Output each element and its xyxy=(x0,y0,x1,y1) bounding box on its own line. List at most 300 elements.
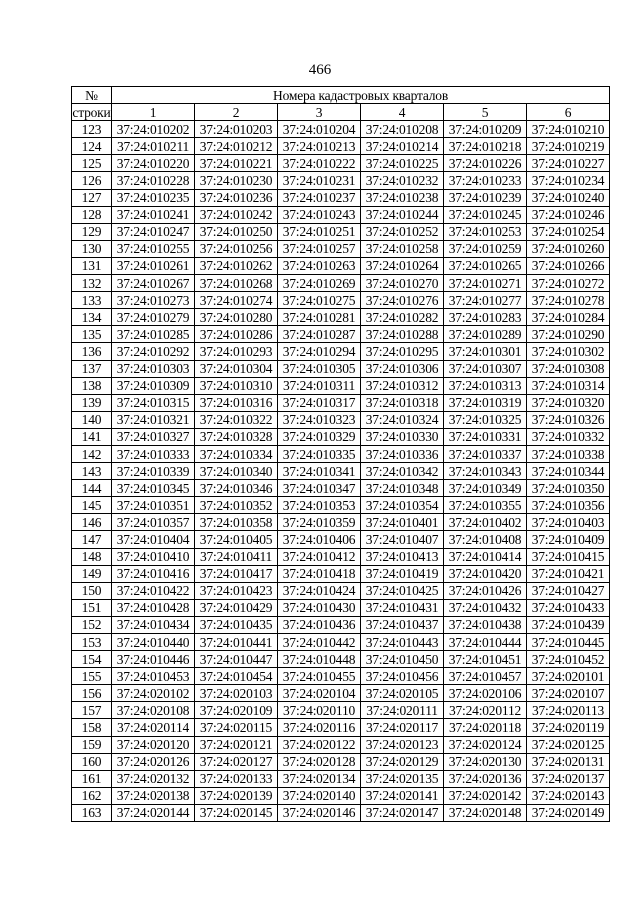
cadastral-number-cell: 37:24:010311 xyxy=(278,377,361,394)
row-number: 149 xyxy=(72,565,112,582)
row-number: 124 xyxy=(72,138,112,155)
cadastral-number-cell: 37:24:010357 xyxy=(112,514,195,531)
row-number: 137 xyxy=(72,360,112,377)
cadastral-number-cell: 37:24:010340 xyxy=(195,463,278,480)
cadastral-number-cell: 37:24:010316 xyxy=(195,394,278,411)
cadastral-number-cell: 37:24:010338 xyxy=(527,445,610,462)
cadastral-number-cell: 37:24:010304 xyxy=(195,360,278,377)
cadastral-number-cell: 37:24:020121 xyxy=(195,736,278,753)
cadastral-number-cell: 37:24:010417 xyxy=(195,565,278,582)
cadastral-number-cell: 37:24:010350 xyxy=(527,480,610,497)
cadastral-number-cell: 37:24:010358 xyxy=(195,514,278,531)
cadastral-number-cell: 37:24:020109 xyxy=(195,702,278,719)
row-number: 136 xyxy=(72,343,112,360)
cadastral-number-cell: 37:24:010454 xyxy=(195,668,278,685)
cadastral-number-cell: 37:24:020143 xyxy=(527,787,610,804)
cadastral-number-cell: 37:24:020138 xyxy=(112,787,195,804)
cadastral-number-cell: 37:24:010421 xyxy=(527,565,610,582)
cadastral-number-cell: 37:24:010431 xyxy=(361,599,444,616)
header-col-3: 3 xyxy=(278,104,361,121)
cadastral-number-cell: 37:24:010330 xyxy=(361,428,444,445)
row-number: 153 xyxy=(72,634,112,651)
table-row xyxy=(72,309,610,326)
cadastral-number-cell: 37:24:010349 xyxy=(444,480,527,497)
cadastral-number-cell: 37:24:020103 xyxy=(195,685,278,702)
cadastral-number-cell: 37:24:010285 xyxy=(112,326,195,343)
cadastral-number-cell: 37:24:010284 xyxy=(527,309,610,326)
table-row xyxy=(72,685,610,702)
cadastral-number-cell: 37:24:010306 xyxy=(361,360,444,377)
cadastral-number-cell: 37:24:010227 xyxy=(527,155,610,172)
table-row xyxy=(72,292,610,309)
table-row xyxy=(72,582,610,599)
cadastral-number-cell: 37:24:020136 xyxy=(444,770,527,787)
cadastral-number-cell: 37:24:010356 xyxy=(527,497,610,514)
row-number: 128 xyxy=(72,206,112,223)
cadastral-number-cell: 37:24:010255 xyxy=(112,240,195,257)
cadastral-number-cell: 37:24:010263 xyxy=(278,257,361,274)
cadastral-number-cell: 37:24:010352 xyxy=(195,497,278,514)
cadastral-number-cell: 37:24:010442 xyxy=(278,634,361,651)
cadastral-number-cell: 37:24:010288 xyxy=(361,326,444,343)
cadastral-number-cell: 37:24:010325 xyxy=(444,411,527,428)
cadastral-number-cell: 37:24:020117 xyxy=(361,719,444,736)
row-number: 138 xyxy=(72,377,112,394)
cadastral-number-cell: 37:24:010436 xyxy=(278,616,361,633)
cadastral-number-cell: 37:24:010409 xyxy=(527,531,610,548)
header-row-columns xyxy=(72,104,610,121)
cadastral-number-cell: 37:24:010451 xyxy=(444,651,527,668)
cadastral-number-cell: 37:24:010253 xyxy=(444,223,527,240)
table-row xyxy=(72,651,610,668)
cadastral-number-cell: 37:24:010245 xyxy=(444,206,527,223)
cadastral-number-cell: 37:24:010446 xyxy=(112,651,195,668)
cadastral-number-cell: 37:24:010259 xyxy=(444,240,527,257)
cadastral-number-cell: 37:24:020104 xyxy=(278,685,361,702)
cadastral-number-cell: 37:24:010225 xyxy=(361,155,444,172)
cadastral-number-cell: 37:24:010292 xyxy=(112,343,195,360)
table-row xyxy=(72,121,610,138)
cadastral-number-cell: 37:24:010318 xyxy=(361,394,444,411)
table-row xyxy=(72,514,610,531)
row-number: 130 xyxy=(72,240,112,257)
table-row xyxy=(72,394,610,411)
cadastral-number-cell: 37:24:020118 xyxy=(444,719,527,736)
table-row xyxy=(72,189,610,206)
cadastral-number-cell: 37:24:010401 xyxy=(361,514,444,531)
cadastral-number-cell: 37:24:010410 xyxy=(112,548,195,565)
row-number: 146 xyxy=(72,514,112,531)
table-row xyxy=(72,548,610,565)
cadastral-number-cell: 37:24:020107 xyxy=(527,685,610,702)
cadastral-number-cell: 37:24:010315 xyxy=(112,394,195,411)
cadastral-number-cell: 37:24:010247 xyxy=(112,223,195,240)
cadastral-number-cell: 37:24:010252 xyxy=(361,223,444,240)
cadastral-number-cell: 37:24:020129 xyxy=(361,753,444,770)
cadastral-number-cell: 37:24:010430 xyxy=(278,599,361,616)
cadastral-number-cell: 37:24:010277 xyxy=(444,292,527,309)
cadastral-number-cell: 37:24:010347 xyxy=(278,480,361,497)
cadastral-number-cell: 37:24:010418 xyxy=(278,565,361,582)
cadastral-number-cell: 37:24:020119 xyxy=(527,719,610,736)
cadastral-quarters-table xyxy=(71,86,610,822)
cadastral-number-cell: 37:24:010256 xyxy=(195,240,278,257)
cadastral-number-cell: 37:24:010213 xyxy=(278,138,361,155)
cadastral-number-cell: 37:24:010307 xyxy=(444,360,527,377)
cadastral-number-cell: 37:24:010440 xyxy=(112,634,195,651)
cadastral-number-cell: 37:24:010234 xyxy=(527,172,610,189)
cadastral-number-cell: 37:24:010444 xyxy=(444,634,527,651)
cadastral-number-cell: 37:24:010310 xyxy=(195,377,278,394)
cadastral-number-cell: 37:24:010270 xyxy=(361,275,444,292)
cadastral-number-cell: 37:24:010406 xyxy=(278,531,361,548)
cadastral-number-cell: 37:24:010246 xyxy=(527,206,610,223)
cadastral-number-cell: 37:24:010437 xyxy=(361,616,444,633)
cadastral-number-cell: 37:24:010328 xyxy=(195,428,278,445)
cadastral-number-cell: 37:24:020106 xyxy=(444,685,527,702)
cadastral-number-cell: 37:24:010453 xyxy=(112,668,195,685)
cadastral-number-cell: 37:24:010408 xyxy=(444,531,527,548)
header-no: № xyxy=(72,87,112,104)
cadastral-number-cell: 37:24:010203 xyxy=(195,121,278,138)
cadastral-number-cell: 37:24:020112 xyxy=(444,702,527,719)
cadastral-number-cell: 37:24:010335 xyxy=(278,445,361,462)
cadastral-number-cell: 37:24:010435 xyxy=(195,616,278,633)
cadastral-number-cell: 37:24:010405 xyxy=(195,531,278,548)
cadastral-number-cell: 37:24:020130 xyxy=(444,753,527,770)
cadastral-number-cell: 37:24:010241 xyxy=(112,206,195,223)
cadastral-number-cell: 37:24:010321 xyxy=(112,411,195,428)
cadastral-number-cell: 37:24:020139 xyxy=(195,787,278,804)
table-row xyxy=(72,565,610,582)
row-number: 162 xyxy=(72,787,112,804)
cadastral-number-cell: 37:24:020141 xyxy=(361,787,444,804)
table-row xyxy=(72,753,610,770)
cadastral-number-cell: 37:24:010420 xyxy=(444,565,527,582)
row-number: 147 xyxy=(72,531,112,548)
cadastral-number-cell: 37:24:020101 xyxy=(527,668,610,685)
cadastral-number-cell: 37:24:010341 xyxy=(278,463,361,480)
row-number: 133 xyxy=(72,292,112,309)
cadastral-number-cell: 37:24:010433 xyxy=(527,599,610,616)
table-row xyxy=(72,804,610,821)
cadastral-number-cell: 37:24:010273 xyxy=(112,292,195,309)
cadastral-number-cell: 37:24:010429 xyxy=(195,599,278,616)
cadastral-number-cell: 37:24:010240 xyxy=(527,189,610,206)
row-number: 157 xyxy=(72,702,112,719)
cadastral-number-cell: 37:24:010254 xyxy=(527,223,610,240)
cadastral-number-cell: 37:24:010214 xyxy=(361,138,444,155)
cadastral-number-cell: 37:24:020102 xyxy=(112,685,195,702)
cadastral-number-cell: 37:24:010423 xyxy=(195,582,278,599)
cadastral-number-cell: 37:24:010226 xyxy=(444,155,527,172)
cadastral-number-cell: 37:24:010219 xyxy=(527,138,610,155)
table-row xyxy=(72,668,610,685)
cadastral-number-cell: 37:24:020148 xyxy=(444,804,527,821)
cadastral-number-cell: 37:24:010222 xyxy=(278,155,361,172)
cadastral-number-cell: 37:24:010260 xyxy=(527,240,610,257)
cadastral-number-cell: 37:24:020146 xyxy=(278,804,361,821)
cadastral-number-cell: 37:24:010346 xyxy=(195,480,278,497)
cadastral-number-cell: 37:24:010439 xyxy=(527,616,610,633)
table-row xyxy=(72,155,610,172)
cadastral-number-cell: 37:24:020135 xyxy=(361,770,444,787)
cadastral-number-cell: 37:24:010280 xyxy=(195,309,278,326)
table-row xyxy=(72,172,610,189)
cadastral-number-cell: 37:24:010210 xyxy=(527,121,610,138)
cadastral-number-cell: 37:24:010221 xyxy=(195,155,278,172)
cadastral-number-cell: 37:24:020134 xyxy=(278,770,361,787)
cadastral-number-cell: 37:24:010278 xyxy=(527,292,610,309)
cadastral-number-cell: 37:24:020105 xyxy=(361,685,444,702)
cadastral-number-cell: 37:24:020111 xyxy=(361,702,444,719)
cadastral-number-cell: 37:24:010261 xyxy=(112,257,195,274)
cadastral-number-cell: 37:24:010457 xyxy=(444,668,527,685)
table-row xyxy=(72,377,610,394)
cadastral-number-cell: 37:24:010351 xyxy=(112,497,195,514)
table-row xyxy=(72,702,610,719)
cadastral-number-cell: 37:24:010208 xyxy=(361,121,444,138)
cadastral-number-cell: 37:24:010333 xyxy=(112,445,195,462)
cadastral-number-cell: 37:24:010317 xyxy=(278,394,361,411)
cadastral-number-cell: 37:24:010407 xyxy=(361,531,444,548)
cadastral-number-cell: 37:24:020137 xyxy=(527,770,610,787)
cadastral-number-cell: 37:24:010428 xyxy=(112,599,195,616)
cadastral-number-cell: 37:24:010402 xyxy=(444,514,527,531)
header-group-title: Номера кадастровых кварталов xyxy=(112,87,610,104)
row-number: 161 xyxy=(72,770,112,787)
cadastral-number-cell: 37:24:020133 xyxy=(195,770,278,787)
cadastral-number-cell: 37:24:010233 xyxy=(444,172,527,189)
cadastral-number-cell: 37:24:010266 xyxy=(527,257,610,274)
table-row xyxy=(72,240,610,257)
table-row xyxy=(72,787,610,804)
cadastral-number-cell: 37:24:010231 xyxy=(278,172,361,189)
cadastral-number-cell: 37:24:020124 xyxy=(444,736,527,753)
cadastral-number-cell: 37:24:010309 xyxy=(112,377,195,394)
cadastral-number-cell: 37:24:020113 xyxy=(527,702,610,719)
cadastral-number-cell: 37:24:020125 xyxy=(527,736,610,753)
cadastral-number-cell: 37:24:010354 xyxy=(361,497,444,514)
cadastral-number-cell: 37:24:010276 xyxy=(361,292,444,309)
cadastral-number-cell: 37:24:020131 xyxy=(527,753,610,770)
row-number: 142 xyxy=(72,445,112,462)
cadastral-number-cell: 37:24:010279 xyxy=(112,309,195,326)
cadastral-number-cell: 37:24:010238 xyxy=(361,189,444,206)
cadastral-number-cell: 37:24:010305 xyxy=(278,360,361,377)
cadastral-number-cell: 37:24:010403 xyxy=(527,514,610,531)
cadastral-number-cell: 37:24:010432 xyxy=(444,599,527,616)
cadastral-number-cell: 37:24:020149 xyxy=(527,804,610,821)
cadastral-number-cell: 37:24:020127 xyxy=(195,753,278,770)
cadastral-number-cell: 37:24:020147 xyxy=(361,804,444,821)
cadastral-number-cell: 37:24:010355 xyxy=(444,497,527,514)
header-col-5: 5 xyxy=(444,104,527,121)
page-number: 466 xyxy=(308,62,332,78)
header-col-1: 1 xyxy=(112,104,195,121)
cadastral-number-cell: 37:24:010342 xyxy=(361,463,444,480)
cadastral-number-cell: 37:24:010443 xyxy=(361,634,444,651)
cadastral-number-cell: 37:24:020140 xyxy=(278,787,361,804)
row-number: 143 xyxy=(72,463,112,480)
cadastral-number-cell: 37:24:010211 xyxy=(112,138,195,155)
cadastral-number-cell: 37:24:010274 xyxy=(195,292,278,309)
table-row xyxy=(72,206,610,223)
header-rows-label: строки xyxy=(72,104,111,120)
cadastral-number-cell: 37:24:010424 xyxy=(278,582,361,599)
cadastral-number-cell: 37:24:010319 xyxy=(444,394,527,411)
cadastral-number-cell: 37:24:010455 xyxy=(278,668,361,685)
table-row xyxy=(72,428,610,445)
cadastral-number-cell: 37:24:010220 xyxy=(112,155,195,172)
cadastral-number-cell: 37:24:010302 xyxy=(527,343,610,360)
row-number: 134 xyxy=(72,309,112,326)
cadastral-number-cell: 37:24:020145 xyxy=(195,804,278,821)
row-number: 156 xyxy=(72,685,112,702)
cadastral-number-cell: 37:24:020115 xyxy=(195,719,278,736)
cadastral-number-cell: 37:24:010232 xyxy=(361,172,444,189)
cadastral-number-cell: 37:24:010345 xyxy=(112,480,195,497)
cadastral-number-cell: 37:24:010268 xyxy=(195,275,278,292)
cadastral-number-cell: 37:24:010312 xyxy=(361,377,444,394)
table-row xyxy=(72,736,610,753)
cadastral-number-cell: 37:24:010230 xyxy=(195,172,278,189)
table-body xyxy=(72,87,610,822)
table-row xyxy=(72,616,610,633)
cadastral-number-cell: 37:24:010303 xyxy=(112,360,195,377)
cadastral-number-cell: 37:24:010264 xyxy=(361,257,444,274)
row-number: 155 xyxy=(72,668,112,685)
cadastral-number-cell: 37:24:010336 xyxy=(361,445,444,462)
cadastral-number-cell: 37:24:010275 xyxy=(278,292,361,309)
cadastral-number-cell: 37:24:010313 xyxy=(444,377,527,394)
cadastral-number-cell: 37:24:010339 xyxy=(112,463,195,480)
cadastral-number-cell: 37:24:010237 xyxy=(278,189,361,206)
table-row xyxy=(72,770,610,787)
cadastral-number-cell: 37:24:010209 xyxy=(444,121,527,138)
cadastral-number-cell: 37:24:010239 xyxy=(444,189,527,206)
row-number: 163 xyxy=(72,804,112,821)
row-number: 159 xyxy=(72,736,112,753)
cadastral-number-cell: 37:24:020144 xyxy=(112,804,195,821)
table-row xyxy=(72,719,610,736)
cadastral-number-cell: 37:24:010243 xyxy=(278,206,361,223)
row-number: 160 xyxy=(72,753,112,770)
cadastral-number-cell: 37:24:010448 xyxy=(278,651,361,668)
table-row xyxy=(72,257,610,274)
cadastral-number-cell: 37:24:010359 xyxy=(278,514,361,531)
cadastral-number-cell: 37:24:010262 xyxy=(195,257,278,274)
cadastral-number-cell: 37:24:010324 xyxy=(361,411,444,428)
cadastral-number-cell: 37:24:020122 xyxy=(278,736,361,753)
cadastral-number-cell: 37:24:010308 xyxy=(527,360,610,377)
cadastral-number-cell: 37:24:010286 xyxy=(195,326,278,343)
cadastral-number-cell: 37:24:010236 xyxy=(195,189,278,206)
row-number: 151 xyxy=(72,599,112,616)
row-number: 135 xyxy=(72,326,112,343)
cadastral-number-cell: 37:24:010412 xyxy=(278,548,361,565)
row-number: 125 xyxy=(72,155,112,172)
cadastral-number-cell: 37:24:010242 xyxy=(195,206,278,223)
cadastral-number-cell: 37:24:010348 xyxy=(361,480,444,497)
cadastral-number-cell: 37:24:010456 xyxy=(361,668,444,685)
table-row xyxy=(72,343,610,360)
cadastral-number-cell: 37:24:010415 xyxy=(527,548,610,565)
cadastral-number-cell: 37:24:010283 xyxy=(444,309,527,326)
cadastral-number-cell: 37:24:010272 xyxy=(527,275,610,292)
cadastral-number-cell: 37:24:010427 xyxy=(527,582,610,599)
cadastral-number-cell: 37:24:010329 xyxy=(278,428,361,445)
cadastral-number-cell: 37:24:010202 xyxy=(112,121,195,138)
cadastral-number-cell: 37:24:010320 xyxy=(527,394,610,411)
cadastral-number-cell: 37:24:010204 xyxy=(278,121,361,138)
cadastral-number-cell: 37:24:020142 xyxy=(444,787,527,804)
row-number: 139 xyxy=(72,394,112,411)
row-number: 144 xyxy=(72,480,112,497)
cadastral-number-cell: 37:24:010244 xyxy=(361,206,444,223)
cadastral-number-cell: 37:24:010295 xyxy=(361,343,444,360)
cadastral-number-cell: 37:24:010344 xyxy=(527,463,610,480)
row-number: 126 xyxy=(72,172,112,189)
cadastral-number-cell: 37:24:010294 xyxy=(278,343,361,360)
header-col-4: 4 xyxy=(361,104,444,121)
table-row xyxy=(72,463,610,480)
cadastral-number-cell: 37:24:010426 xyxy=(444,582,527,599)
table-row xyxy=(72,497,610,514)
cadastral-number-cell: 37:24:010438 xyxy=(444,616,527,633)
cadastral-number-cell: 37:24:010258 xyxy=(361,240,444,257)
table-row xyxy=(72,599,610,616)
cadastral-number-cell: 37:24:010404 xyxy=(112,531,195,548)
row-number: 123 xyxy=(72,121,112,138)
cadastral-number-cell: 37:24:010281 xyxy=(278,309,361,326)
cadastral-number-cell: 37:24:010425 xyxy=(361,582,444,599)
cadastral-number-cell: 37:24:020126 xyxy=(112,753,195,770)
row-number: 154 xyxy=(72,651,112,668)
row-number: 152 xyxy=(72,616,112,633)
row-number: 158 xyxy=(72,719,112,736)
cadastral-number-cell: 37:24:010265 xyxy=(444,257,527,274)
cadastral-number-cell: 37:24:010250 xyxy=(195,223,278,240)
cadastral-number-cell: 37:24:010411 xyxy=(195,548,278,565)
table-row xyxy=(72,326,610,343)
cadastral-number-cell: 37:24:010419 xyxy=(361,565,444,582)
cadastral-number-cell: 37:24:020123 xyxy=(361,736,444,753)
table-row xyxy=(72,275,610,292)
row-number: 141 xyxy=(72,428,112,445)
table-row xyxy=(72,634,610,651)
table-row xyxy=(72,138,610,155)
header-col-6: 6 xyxy=(527,104,610,121)
cadastral-number-cell: 37:24:010422 xyxy=(112,582,195,599)
cadastral-number-cell: 37:24:010235 xyxy=(112,189,195,206)
cadastral-number-cell: 37:24:010267 xyxy=(112,275,195,292)
cadastral-number-cell: 37:24:010287 xyxy=(278,326,361,343)
cadastral-number-cell: 37:24:020108 xyxy=(112,702,195,719)
row-number: 131 xyxy=(72,257,112,274)
cadastral-number-cell: 37:24:010257 xyxy=(278,240,361,257)
cadastral-number-cell: 37:24:010289 xyxy=(444,326,527,343)
cadastral-number-cell: 37:24:010441 xyxy=(195,634,278,651)
cadastral-number-cell: 37:24:010212 xyxy=(195,138,278,155)
cadastral-number-cell: 37:24:010334 xyxy=(195,445,278,462)
cadastral-number-cell: 37:24:010282 xyxy=(361,309,444,326)
row-number: 145 xyxy=(72,497,112,514)
cadastral-number-cell: 37:24:010301 xyxy=(444,343,527,360)
cadastral-number-cell: 37:24:010322 xyxy=(195,411,278,428)
row-number: 150 xyxy=(72,582,112,599)
cadastral-number-cell: 37:24:010452 xyxy=(527,651,610,668)
